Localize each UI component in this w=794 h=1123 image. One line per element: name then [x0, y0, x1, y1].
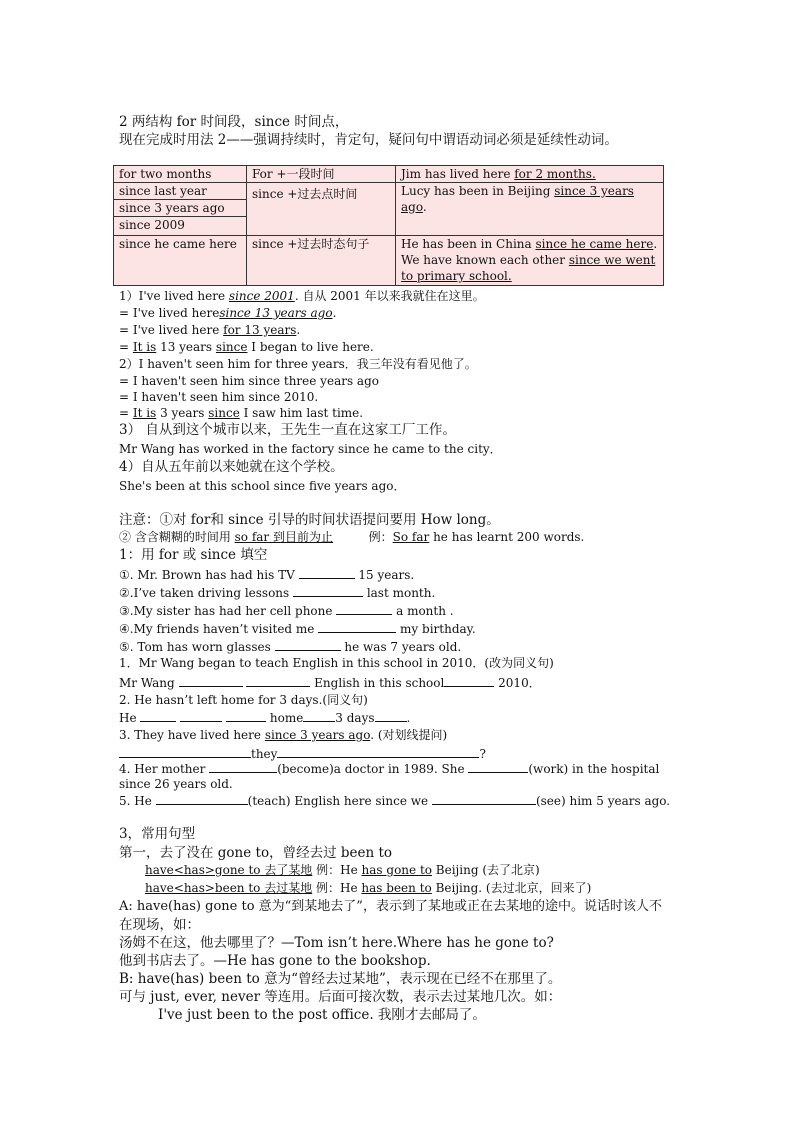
table-cell: Lucy has been in Beijing since 3 years ago.	[396, 183, 664, 236]
exercise-line: 4. Her mother (become)a doctor in 1989. She (work) in the hospital	[119, 762, 660, 776]
exercise-line: ③.My sister has had her cell phone a month .	[119, 604, 454, 618]
answer-blank[interactable]	[209, 760, 277, 773]
note-line: 注意：①对 for和 since 引导的时间状语提问要用 How long。	[119, 512, 500, 528]
table-cell: since +过去时态句子	[247, 236, 396, 286]
answer-blank[interactable]	[299, 566, 355, 579]
exercise-line: 3. They have lived here since 3 years ago. (对划线提问)	[119, 728, 448, 742]
exercise-line: He home 3 days .	[119, 711, 411, 725]
example-line: = I've lived heresince 13 years ago.	[119, 306, 337, 320]
exercise-line: ②.I’ve taken driving lessons last month.	[119, 586, 436, 600]
example-line: 3） 自从到这个城市以来，王先生一直在这家工厂工作。	[119, 422, 456, 438]
note-line: ② 含含糊糊的时间用 so far 到目前为止 例：So far he has learnt 200 words.	[119, 530, 585, 544]
table-cell: since +过去点时间	[247, 183, 396, 236]
table-cell: since last year since 3 years ago since 2009	[114, 183, 247, 236]
exercise-line: since 26 years old.	[119, 777, 233, 791]
pattern-line: I've just been to the post office. 我刚才去邮局了。	[158, 1007, 486, 1023]
answer-blank[interactable]	[444, 674, 494, 687]
exercise-line: ①. Mr. Brown has had his TV 15 years.	[119, 568, 415, 582]
intro-line-2: 现在完成时用法 2——强调持续时，肯定句，疑问句中谓语动词必须是延续性动词。	[119, 132, 618, 148]
answer-blank[interactable]	[179, 674, 243, 687]
pattern-line: B: have(has) been to 意为“曾经去过某地”，表示现在已经不在那里了。	[119, 971, 562, 987]
pattern-line: 第一，去了没在 gone to，曾经去过 been to	[119, 845, 393, 861]
pattern-line: 可与 just, ever, never 等连用。后面可接次数，表示去过某地几次。如：	[119, 989, 562, 1005]
exercise-line: ④.My friends haven’t visited me my birthday.	[119, 622, 476, 636]
answer-blank[interactable]	[336, 602, 392, 615]
answer-blank[interactable]	[246, 674, 310, 687]
example-line: 4）自从五年前以来她就在这个学校。	[119, 459, 344, 475]
answer-blank[interactable]	[156, 792, 248, 805]
exercise-line: they ?	[119, 745, 679, 763]
example-line: = It is 3 years since I saw him last time.	[119, 406, 364, 420]
answer-blank[interactable]	[303, 709, 335, 722]
pattern-line: have<has>gone to 去了某地 例：He has gone to Beijing (去了北京)	[145, 863, 540, 877]
table-cell: Jim has lived here for 2 months.	[396, 166, 664, 183]
pattern-line: 汤姆不在这，他去哪里了？—Tom isn’t here.Where has he gone to?	[119, 935, 554, 951]
answer-blank[interactable]	[226, 709, 266, 722]
pattern-line: A: have(has) gone to 意为“到某地去了”，表示到了某地或正在去某地的途中。说话时该人不	[119, 899, 662, 914]
note-line: 1：用 for 或 since 填空	[119, 547, 268, 563]
answer-blank[interactable]	[275, 638, 341, 651]
answer-blank[interactable]	[180, 709, 222, 722]
example-line: She's been at this school since five years ago．	[119, 479, 406, 493]
pattern-line: have<has>been to 去过某地 例：He has been to Beijing. (去过北京，回来了)	[145, 881, 592, 895]
example-line: = It is 13 years since I began to live here.	[119, 340, 374, 354]
example-line: 1）I've lived here since 2001. 自从 2001 年以来我就住在这里。	[119, 289, 485, 303]
table-cell: For +一段时间	[247, 166, 396, 183]
table-cell: for two months	[114, 166, 247, 183]
example-line: = I haven't seen him since three years ago	[119, 374, 379, 388]
answer-blank[interactable]	[318, 620, 396, 633]
answer-blank[interactable]	[140, 709, 176, 722]
pattern-line: 在现场，如：	[119, 917, 200, 933]
example-line: = I haven't seen him since 2010.	[119, 390, 319, 404]
example-line: 2）I haven't seen him for three years．我三年没有看见他了。	[119, 357, 477, 371]
exercise-line: ⑤. Tom has worn glasses he was 7 years old.	[119, 640, 462, 654]
example-line: = I've lived here for 13 years.	[119, 323, 301, 337]
for-since-table	[113, 165, 664, 286]
answer-blank[interactable]	[375, 709, 407, 722]
intro-line-1: 2 两结构 for 时间段，since 时间点，	[119, 114, 349, 130]
section-heading: 3，常用句型	[119, 826, 196, 842]
table-cell: He has been in China since he came here. We have known each other since we went to primary school.	[396, 236, 664, 286]
answer-blank[interactable]	[432, 792, 536, 805]
answer-blank[interactable]	[293, 584, 363, 597]
exercise-line: Mr Wang English in this school 2010．	[119, 676, 541, 690]
example-line: Mr Wang has worked in the factory since he came to the city．	[119, 442, 502, 456]
answer-blank[interactable]	[119, 745, 251, 758]
answer-blank[interactable]	[277, 745, 479, 758]
exercise-line: 2. He hasn’t left home for 3 days.(同义句)	[119, 693, 368, 707]
pattern-line: 他到书店去了。—He has gone to the bookshop.	[119, 953, 431, 969]
table-cell: since he came here	[114, 236, 247, 286]
exercise-line: 1．Mr Wang began to teach English in this school in 2010．(改为同义句)	[119, 656, 554, 670]
exercise-line: 5. He (teach) English here since we (see) him 5 years ago.	[119, 794, 671, 808]
answer-blank[interactable]	[468, 760, 528, 773]
